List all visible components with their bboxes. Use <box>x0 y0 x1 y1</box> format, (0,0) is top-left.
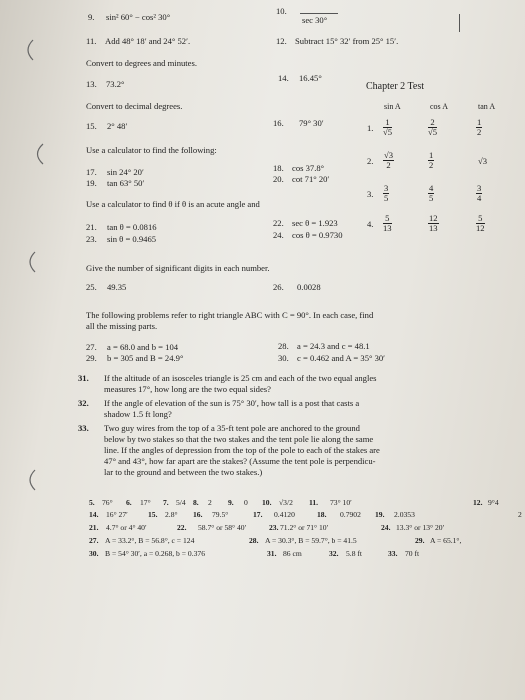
answer-value: 5/4 <box>176 498 186 507</box>
answer-value: 79.5° <box>212 510 229 519</box>
answer-value: 0.7902 <box>340 510 361 519</box>
answer-number: 7. <box>163 498 169 507</box>
margin-rule <box>459 14 460 32</box>
numerator: 2 <box>428 118 437 128</box>
answer-number: 23. <box>269 523 279 532</box>
test-row-number: 4. <box>367 219 374 229</box>
test-row-number: 1. <box>367 123 374 133</box>
section-instruction: Convert to decimal degrees. <box>86 101 183 111</box>
problem-text: 47° and 43°, how far apart are the stakes? (Assume the tent pole is perpendicu- <box>104 456 376 466</box>
test-answer-tan: √3 <box>478 156 488 166</box>
answer-number: 10. <box>262 498 272 507</box>
test-answer-sin <box>383 214 392 233</box>
denominator: √5 <box>383 127 393 137</box>
test-answer-tan <box>476 184 482 203</box>
problem-number: 18. <box>273 163 284 173</box>
problem-text: shadow 1.5 ft long? <box>104 409 172 419</box>
problem-text: 2° 48′ <box>107 121 128 131</box>
problem-text: sin² 60° − cos² 30° <box>106 12 171 22</box>
problem-number: 20. <box>273 174 284 184</box>
denominator: 13 <box>383 223 392 233</box>
problem-text: 79° 30′ <box>299 118 324 128</box>
test-answer-cos <box>428 214 439 233</box>
answer-value: 17° <box>140 498 151 507</box>
problem-number: 30. <box>278 353 289 363</box>
answer-number: 8. <box>193 498 199 507</box>
answer-number: 15. <box>148 510 158 519</box>
test-answer-tan <box>476 118 482 137</box>
answer-number: 16. <box>193 510 203 519</box>
denominator: 13 <box>429 223 438 233</box>
answer-number: 33. <box>388 549 398 558</box>
test-row-number: 2. <box>367 156 374 166</box>
numerator: 1 <box>477 117 482 127</box>
answer-number: 11. <box>309 498 319 507</box>
numerator: 1 <box>429 150 434 160</box>
section-instruction: Convert to degrees and minutes. <box>86 58 197 68</box>
problem-text: tan 63° 50′ <box>107 178 145 188</box>
answer-value: √3/2 <box>279 498 293 507</box>
denominator: √5 <box>428 127 438 137</box>
answer-number: 19. <box>375 510 385 519</box>
test-answer-cos <box>428 151 434 170</box>
problem-number: 16. <box>273 118 284 128</box>
numerator: 12 <box>429 213 438 223</box>
fraction-bar <box>300 13 338 14</box>
problem-text: sec 30° <box>302 15 328 25</box>
numerator: 5 <box>383 214 392 224</box>
problem-text: line. If the angles of depression from the top of the pole to each of the stakes are <box>104 445 380 455</box>
problem-text: If the angle of elevation of the sun is 75° 30′, how tall is a post that casts a <box>104 398 360 408</box>
numerator: 5 <box>476 214 485 224</box>
test-title: Chapter 2 Test <box>366 81 424 92</box>
denominator: 5 <box>384 193 389 203</box>
problem-text: measures 17°, how long are the two equal sides? <box>104 384 271 394</box>
binder-hole-mark <box>20 38 36 62</box>
numerator: 3 <box>384 183 389 193</box>
answer-value: 5.8 ft <box>346 549 363 558</box>
problem-text: Two guy wires from the top of a 35-ft tent pole are anchored to the ground <box>104 423 360 433</box>
problem-text: lar to the ground and between the two stakes.) <box>104 467 263 477</box>
test-answer-sin <box>383 151 394 170</box>
problem-number: 14. <box>278 73 289 83</box>
test-answer-sin <box>383 184 389 203</box>
problem-number: 19. <box>86 178 97 188</box>
column-header-cos: cos A <box>430 102 448 111</box>
answer-value: 16° 27′ <box>106 510 128 519</box>
answer-number: 24. <box>381 523 391 532</box>
denominator: 2 <box>429 160 434 170</box>
problem-text: Add 48° 18′ and 24° 52′. <box>105 36 191 46</box>
problem-text: a = 68.0 and b = 104 <box>107 342 179 352</box>
section-instruction: Use a calculator to find θ if θ is an acute angle and <box>86 199 260 209</box>
answer-number: 5. <box>89 498 95 507</box>
answer-number: 14. <box>89 510 99 519</box>
answer-number: 28. <box>249 536 259 545</box>
numerator: 1 <box>383 118 392 128</box>
problem-text: cos 37.8° <box>292 163 325 173</box>
answer-number: 29. <box>415 536 425 545</box>
numerator: 3 <box>477 183 482 193</box>
answer-number: 6. <box>126 498 132 507</box>
answer-value: 86 cm <box>283 549 302 558</box>
answer-value: A = 30.3°, B = 59.7°, b = 41.5 <box>265 536 357 545</box>
problem-text: If the altitude of an isosceles triangle is 25 cm and each of the two equal angles <box>104 373 377 383</box>
problem-text: below by two stakes so that the two stakes and the tent pole lie along the same <box>104 434 374 444</box>
answer-number: 18. <box>317 510 327 519</box>
test-answer-cos <box>428 118 437 137</box>
denominator: 5 <box>429 193 434 203</box>
answer-value: 0.4120 <box>274 510 295 519</box>
denominator: 4 <box>477 193 482 203</box>
denominator: 2 <box>386 160 391 170</box>
answer-value: 0 <box>244 498 248 507</box>
denominator: 2 <box>477 127 482 137</box>
problem-number: 27. <box>86 342 97 352</box>
problem-number: 25. <box>86 282 97 292</box>
answer-value: 4.7° or 4° 40′ <box>106 523 147 532</box>
section-instruction: Use a calculator to find the following: <box>86 145 217 155</box>
problem-text: 73.2° <box>106 79 125 89</box>
test-answer-cos <box>428 184 434 203</box>
problem-number: 29. <box>86 353 97 363</box>
problem-number: 9. <box>88 12 95 22</box>
problem-number: 24. <box>273 230 284 240</box>
problem-text: Subtract 15° 32′ from 25° 15′. <box>295 36 399 46</box>
problem-text: 49.35 <box>107 282 127 292</box>
answer-value: 2.0353 <box>394 510 415 519</box>
binder-hole-mark <box>30 142 46 166</box>
answer-number: 22. <box>177 523 187 532</box>
problem-text: cos θ = 0.9730 <box>292 230 343 240</box>
problem-text: a = 24.3 and c = 48.1 <box>297 341 370 351</box>
problem-number: 26. <box>273 282 284 292</box>
section-instruction: all the missing parts. <box>86 321 158 331</box>
problem-number: 15. <box>86 121 97 131</box>
binder-hole-mark <box>22 250 38 274</box>
answer-value: 2 <box>518 510 522 519</box>
numerator: √3 <box>384 150 394 160</box>
problem-number: 21. <box>86 222 97 232</box>
problem-text: sin θ = 0.9465 <box>107 234 157 244</box>
numerator: 4 <box>429 183 434 193</box>
answer-value: 71.2° or 71° 10′ <box>280 523 329 532</box>
problem-text: 0.0028 <box>297 282 321 292</box>
problem-number: 33. <box>78 423 89 433</box>
answer-value: 2.8° <box>165 510 178 519</box>
problem-number: 28. <box>278 341 289 351</box>
answer-value: 76° <box>102 498 113 507</box>
problem-number: 17. <box>86 167 97 177</box>
test-answer-sin <box>383 118 392 137</box>
problem-number: 22. <box>273 218 284 228</box>
binder-hole-mark <box>22 468 38 492</box>
answer-number: 17. <box>253 510 263 519</box>
denominator: 12 <box>476 223 485 233</box>
problem-number: 11. <box>86 36 97 46</box>
answer-value: 9°4 <box>488 498 499 507</box>
test-row-number: 3. <box>367 189 374 199</box>
answer-number: 12. <box>473 498 483 507</box>
problem-number: 32. <box>78 398 89 408</box>
answer-value: 13.3° or 13° 20′ <box>396 523 445 532</box>
answer-value: 73° 10′ <box>330 498 352 507</box>
problem-number: 13. <box>86 79 97 89</box>
problem-text: c = 0.462 and A = 35° 30′ <box>297 353 386 363</box>
problem-text: tan θ = 0.0816 <box>107 222 157 232</box>
problem-text: sin 24° 20′ <box>107 167 144 177</box>
answer-number: 31. <box>267 549 277 558</box>
answer-value: A = 33.2°, B = 56.8°, c = 124 <box>105 536 195 545</box>
problem-text: sec θ = 1.923 <box>292 218 338 228</box>
section-instruction: The following problems refer to right triangle ABC with C = 90°. In each case, find <box>86 310 374 320</box>
problem-number: 23. <box>86 234 97 244</box>
answer-value: B = 54° 30′, a = 0.268, b = 0.376 <box>105 549 206 558</box>
answer-value: 2 <box>208 498 212 507</box>
test-answer-tan <box>476 214 485 233</box>
column-header-sin: sin A <box>384 102 401 111</box>
answer-number: 9. <box>228 498 234 507</box>
section-instruction: Give the number of significant digits in each number. <box>86 263 270 273</box>
answer-number: 21. <box>89 523 99 532</box>
answer-value: 70 ft <box>405 549 420 558</box>
answer-value: 58.7° or 58° 40′ <box>198 523 247 532</box>
answer-number: 27. <box>89 536 99 545</box>
answer-number: 32. <box>329 549 339 558</box>
problem-text: b = 305 and B = 24.9° <box>107 353 184 363</box>
problem-number: 12. <box>276 36 287 46</box>
problem-number: 31. <box>78 373 89 383</box>
column-header-tan: tan A <box>478 102 496 111</box>
problem-text: 16.45° <box>299 73 322 83</box>
answer-number: 30. <box>89 549 99 558</box>
answer-value: A = 65.1°, <box>430 536 462 545</box>
problem-number: 10. <box>276 6 287 16</box>
problem-text: cot 71° 20′ <box>292 174 330 184</box>
